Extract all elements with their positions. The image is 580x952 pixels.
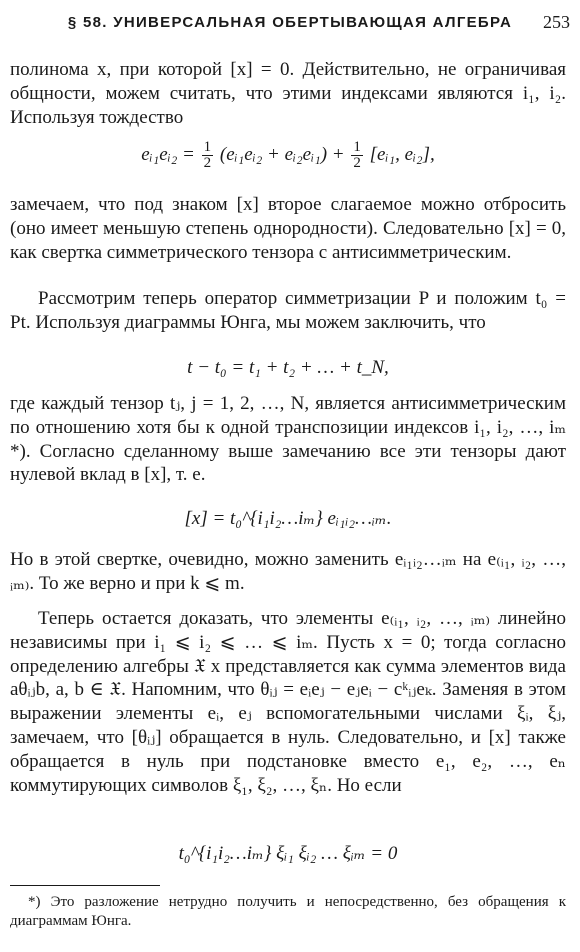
paragraph-text: Рассмотрим теперь оператор симметризации P и положим t₀ = Pt. Используя диаграммы Юнга, мы можем заключить, что	[10, 288, 566, 333]
paragraph-1	[10, 58, 566, 129]
paragraph-3	[10, 287, 566, 335]
fraction-numerator: 1	[203, 139, 212, 155]
footnote	[10, 893, 566, 931]
paragraph-2	[10, 193, 566, 264]
footnote-divider	[10, 885, 160, 886]
equation-identity	[10, 140, 566, 171]
equation-convolution	[10, 507, 566, 531]
footnote-text: *) Это разложение нетрудно получить и непосредственно, без обращения к диаграммам Юнга.	[10, 894, 566, 929]
paragraph-6	[10, 607, 566, 797]
fraction-denominator: 2	[353, 155, 361, 171]
paragraph-text: полинома x, при которой [x] = 0. Действительно, не ограничивая общности, можем считать, что этими индексами являются i₁, i₂. Используя тождество	[10, 59, 566, 128]
equation-decomposition	[10, 356, 566, 380]
section-title: § 58. УНИВЕРСАЛЬНАЯ ОБЕРТЫВАЮЩАЯ АЛГЕБРА	[67, 14, 513, 31]
fraction-half	[351, 140, 363, 171]
paragraph-text: Теперь остается доказать, что элементы e₍ᵢ₁, ᵢ₂, …, ᵢₘ₎ линейно независимы при i₁ ⩽ i₂ ⩽ … ⩽ iₘ. Пусть x = 0; тогда согласно определению алгебры 𝔛 x представляется как сумма элементов вида aθᵢⱼb, a, b ∈ 𝔛. Напомним, что θᵢⱼ = eᵢeⱼ − eⱼeᵢ − cᵏᵢⱼeₖ. Заменяя в этом выражении элементы eᵢ, eⱼ вспомогательными числами ξᵢ, ξⱼ, замечаем, что [θᵢⱼ] обращается в нуль. Следовательно, и [x] также обращается в нуль при подстановке вместо e₁, e₂, …, eₙ коммутирующих символов ξ₁, ξ₂, …, ξₙ. Но если	[10, 608, 566, 796]
running-header	[10, 10, 570, 36]
equation-text: [x] = t₀^{i₁i₂…iₘ} eᵢ₁ᵢ₂…ᵢₘ.	[184, 508, 392, 529]
equation-commutator: [eᵢ₁, eᵢ₂],	[369, 143, 435, 165]
equation-lhs: eᵢ₁eᵢ₂ =	[141, 143, 195, 165]
fraction-half	[202, 140, 214, 171]
paragraph-4	[10, 392, 566, 487]
equation-substitution	[10, 842, 566, 866]
paragraph-text: где каждый тензор tⱼ, j = 1, 2, …, N, является антисимметрическим по отношению хотя бы к одной транспозиции индексов i₁, i₂, …, iₘ *). Согласно сделанному выше замечанию все эти тензоры дают нулевой вклад в [x], т. е.	[10, 393, 566, 486]
page-number: 253	[543, 12, 570, 32]
paragraph-text: замечаем, что под знаком [x] второе слагаемое можно отбросить (оно имеет меньшую степень однородности). Следовательно [x] = 0, как свертка симметрического тензора с антисимметрическим.	[10, 194, 566, 263]
paragraph-text: Но в этой свертке, очевидно, можно заменить eᵢ₁ᵢ₂…ᵢₘ на e₍ᵢ₁, ᵢ₂, …, ᵢₘ₎. То же верно и при k ⩽ m.	[10, 549, 566, 594]
equation-symmetric-part: (eᵢ₁eᵢ₂ + eᵢ₂eᵢ₁) +	[219, 143, 345, 165]
equation-text: t₀^{i₁i₂…iₘ} ξᵢ₁ ξᵢ₂ … ξᵢₘ = 0	[178, 843, 398, 864]
equation-text: t − t₀ = t₁ + t₂ + … + t_N,	[187, 357, 389, 378]
fraction-numerator: 1	[353, 139, 361, 155]
paragraph-5	[10, 548, 566, 596]
fraction-denominator: 2	[203, 155, 212, 171]
